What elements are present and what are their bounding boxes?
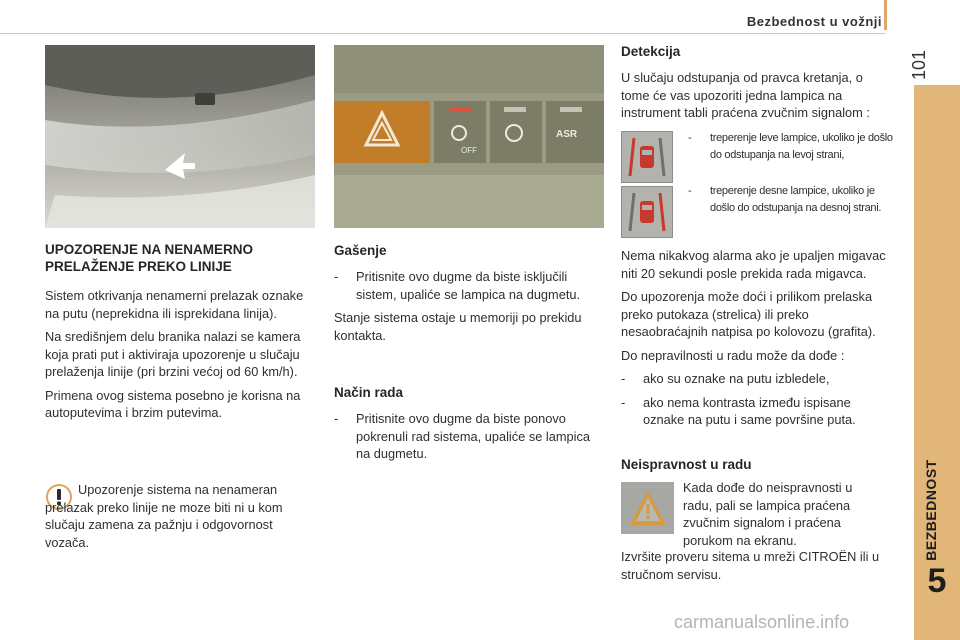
fault-text: Kada dođe do neispravnosti u radu, pali se lampica praćena zvučnim signalom i praćena porukom na ekranu.: [683, 480, 853, 548]
section-title: Bezbednost u vožnji: [746, 14, 882, 29]
switch-off-section: [334, 242, 604, 350]
asr-label: ASR: [556, 129, 578, 140]
detection-bullet-1: - ako su oznake na putu izbledele,: [621, 371, 830, 386]
detection-bullet-2: - ako nema kontrasta između ispisane oznake na putu i same površine puta.: [621, 394, 856, 427]
dashboard-buttons-illustration: [334, 45, 604, 228]
page-number: 101: [909, 49, 929, 81]
left-lane-text: treperenje leve lampice, ukoliko je došlo do odstupanja na levoj strani,: [710, 132, 893, 161]
chapter-number: 5: [927, 562, 947, 600]
fault-description: [683, 479, 883, 555]
lane-warning-paragraph-1: Sistem otkrivanja nenamerni prelazak oznake na putu (neprekidna ili isprekidana linija).: [45, 288, 304, 321]
lane-warning-section: [45, 241, 317, 428]
left-lane-warning-icon: [621, 131, 673, 183]
fault-service-note: [621, 548, 891, 589]
esp-off-label: OFF: [461, 146, 477, 155]
operation-mode-section: [334, 384, 604, 469]
detection-paragraph-2: Do upozorenja može doći i prilikom prelaska preko putokaza (strelica) ili preko nesaobraćajnih natpisa po kolovozu (grafita).: [621, 289, 876, 339]
watermark: carmanualsonline.info: [674, 612, 850, 632]
operation-mode-bullet: - Pritisnite ovo dugme da biste ponovo pokrenuli rad sistema, upaliće se lampica na dugmetu.: [334, 411, 591, 461]
switch-off-bullet: - Pritisnite ovo dugme da biste isključili sistem, upaliće se lampica na dugmetu.: [334, 269, 581, 302]
camera-photo: [45, 45, 315, 228]
left-lane-item: - treperenje leve lampice, ukoliko je došlo do odstupanja na levoj strani,: [688, 130, 893, 164]
lane-warning-note-text: Upozorenje sistema na nenameran prelazak preko linije ne moze biti ni u kom slučaju zamena za pažnju i odgovornost vozača.: [45, 482, 283, 550]
right-lane-item: - treperenje desne lampice, ukoliko je došlo do odstupanja na desnoj strani.: [688, 183, 893, 217]
header-divider: [0, 33, 886, 34]
windshield-camera-illustration: [45, 45, 315, 228]
right-lane-warning-icon: [621, 186, 673, 238]
lane-warning-heading: UPOZORENJE NA NENAMERNO PRELAŽENJE PREKO LINIJE: [45, 242, 254, 274]
detection-heading: Detekcija: [621, 44, 681, 59]
warning-triangle-icon: [621, 482, 674, 534]
operation-mode-heading: Način rada: [334, 385, 404, 400]
detection-paragraph-3: Do nepravilnosti u radu može da dođe :: [621, 347, 845, 363]
fault-heading: Neispravnost u radu: [621, 457, 752, 472]
header-accent-bar: [884, 0, 887, 30]
detection-section: [621, 43, 891, 128]
dashboard-buttons-photo: [334, 45, 604, 228]
detection-details: [621, 247, 891, 435]
switch-off-heading: Gašenje: [334, 243, 387, 258]
lane-warning-paragraph-2: Na središnjem delu branika nalazi se kamera koja prati put i aktiviraja upozorenje u slučaju prelaženja linije (pri brzini većoj od 60 km/h).: [45, 329, 301, 379]
fault-service-text: Izvršite proveru sitema u mreži CITROËN ili u stručnom servisu.: [621, 549, 880, 582]
detection-paragraph-1: Nema nikakvog alarma ako je upaljen migavac niti 20 sekundi posle prekida rada migavca.: [621, 248, 886, 281]
fault-section: [621, 456, 891, 473]
right-lane-text: treperenje desne lampice, ukoliko je došlo do odstupanja na desnoj strani.: [710, 185, 882, 214]
chapter-label: BEZBEDNOST: [923, 459, 939, 561]
switch-off-note: Stanje sistema ostaje u memoriji po prekidu kontakta.: [334, 310, 582, 343]
lane-warning-paragraph-3: Primena ovog sistema posebno je korisna na autoputevima i brzim putevima.: [45, 387, 301, 420]
detection-intro: U slučaju odstupanja od pravca kretanja, o tome će vas upozoriti jedna lampica na instrument tabli praćena zvučnim signalom :: [621, 70, 870, 120]
lane-warning-note: [45, 481, 317, 557]
